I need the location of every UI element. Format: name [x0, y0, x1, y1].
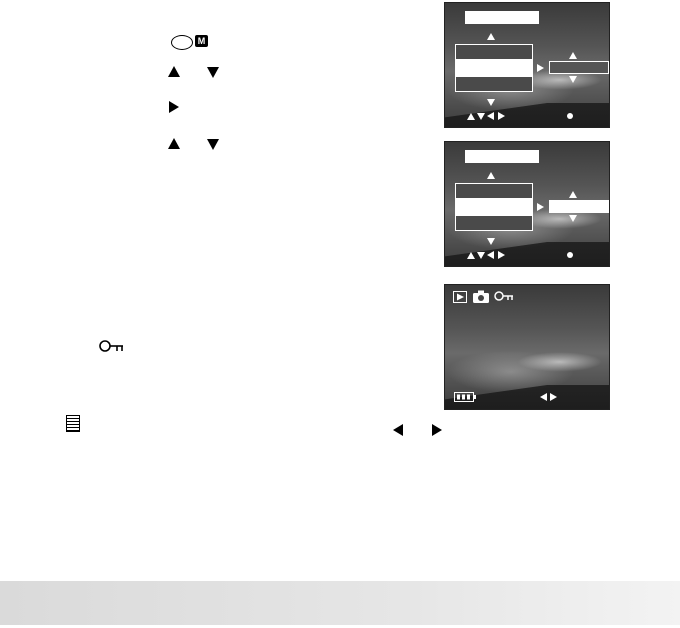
footer-band	[0, 581, 680, 625]
camera-icon	[473, 290, 489, 303]
ok-button-icon	[567, 252, 573, 258]
lcd-screen-protect-menu	[444, 2, 610, 128]
menu-title-bar	[465, 150, 539, 163]
option-box	[549, 61, 609, 74]
prev-image-icon	[540, 393, 547, 401]
option-up-icon	[569, 52, 577, 59]
lcd-screen-protect-option	[444, 141, 610, 267]
up-arrow-icon	[168, 66, 180, 77]
right-arrow-icon	[169, 101, 179, 113]
menu-item-selected	[455, 199, 533, 215]
left-arrow-icon	[393, 424, 403, 436]
option-down-icon	[569, 215, 577, 222]
playback-mode-icon	[453, 291, 467, 303]
submenu-arrow-icon	[537, 64, 544, 72]
option-up-icon	[569, 191, 577, 198]
option-down-icon	[569, 76, 577, 83]
nav-left-icon	[487, 112, 494, 120]
nav-up-icon	[467, 113, 475, 120]
option-box-selected	[549, 200, 609, 213]
lcd-screen-playback	[444, 284, 610, 410]
scroll-up-icon	[487, 33, 495, 40]
next-image-icon	[550, 393, 557, 401]
menu-item	[455, 44, 533, 60]
submenu-arrow-icon	[537, 203, 544, 211]
menu-item	[455, 215, 533, 231]
nav-up-icon	[467, 252, 475, 259]
nav-down-icon	[477, 252, 485, 259]
nav-left-icon	[487, 251, 494, 259]
scroll-down-icon	[487, 99, 495, 106]
menu-title-bar	[465, 11, 539, 24]
scroll-down-icon	[487, 238, 495, 245]
down-arrow-icon	[207, 139, 219, 150]
up-arrow-icon	[168, 138, 180, 149]
down-arrow-icon	[207, 67, 219, 78]
m-badge-icon: M	[195, 35, 208, 47]
ok-button-icon	[567, 113, 573, 119]
right-arrow-icon	[432, 424, 442, 436]
menu-item-selected	[455, 60, 533, 76]
menu-button-icon	[171, 35, 193, 50]
scroll-up-icon	[487, 172, 495, 179]
key-icon	[99, 339, 125, 353]
nav-right-icon	[498, 251, 505, 259]
menu-item	[455, 183, 533, 199]
menu-item	[455, 76, 533, 92]
battery-icon	[454, 392, 476, 402]
protect-key-icon	[494, 291, 514, 302]
nav-right-icon	[498, 112, 505, 120]
nav-down-icon	[477, 113, 485, 120]
note-icon	[66, 415, 80, 432]
